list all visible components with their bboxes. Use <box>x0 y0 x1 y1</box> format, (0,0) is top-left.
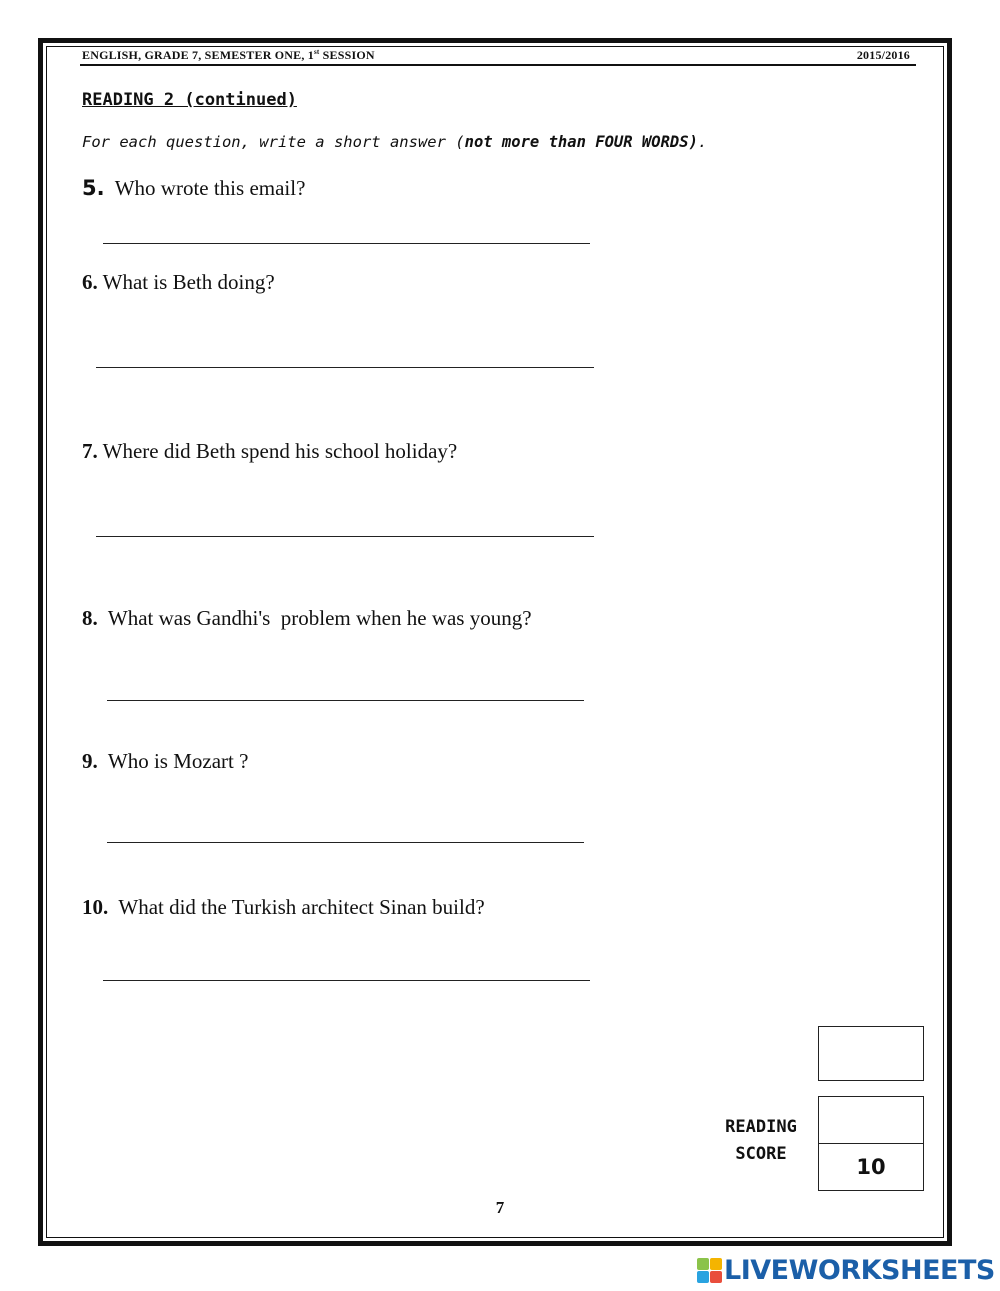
score-label-reading: READING <box>725 1117 797 1137</box>
section-title: READING 2 (continued) <box>82 90 297 110</box>
answer-line-5[interactable] <box>103 243 590 244</box>
page-frame-inner <box>46 46 944 1238</box>
header-divider <box>80 64 916 66</box>
score-total: 10 <box>818 1143 924 1191</box>
answer-line-7[interactable] <box>96 536 594 537</box>
liveworksheets-brand <box>697 1255 995 1285</box>
header-course-info: ENGLISH, GRADE 7, SEMESTER ONE, 1st SESSION <box>82 48 375 62</box>
answer-line-10[interactable] <box>103 980 590 981</box>
score-label-score: SCORE <box>735 1144 787 1164</box>
answer-line-9[interactable] <box>107 842 584 843</box>
answer-line-6[interactable] <box>96 367 594 368</box>
question-6: 6. What is Beth doing? <box>82 270 275 294</box>
page-number: 7 <box>495 1198 505 1217</box>
instructions: For each question, write a short answer (not more than FOUR WORDS). <box>82 133 708 151</box>
question-10: 10. What did the Turkish architect Sinan build? <box>82 895 485 919</box>
question-5: 5. Who wrote this email? <box>82 176 306 200</box>
score-input-box[interactable] <box>818 1026 924 1081</box>
header-school-year: 2015/2016 <box>856 48 910 62</box>
brand-name: LIVEWORKSHEETS <box>724 1254 995 1286</box>
question-7: 7. Where did Beth spend his school holiday? <box>82 439 458 463</box>
question-9: 9. Who is Mozart ? <box>82 749 249 773</box>
question-8: 8. What was Gandhi's problem when he was young? <box>82 606 532 630</box>
answer-line-8[interactable] <box>107 700 584 701</box>
reading-score-box[interactable] <box>818 1096 924 1144</box>
liveworksheets-logo-icon <box>697 1258 722 1283</box>
